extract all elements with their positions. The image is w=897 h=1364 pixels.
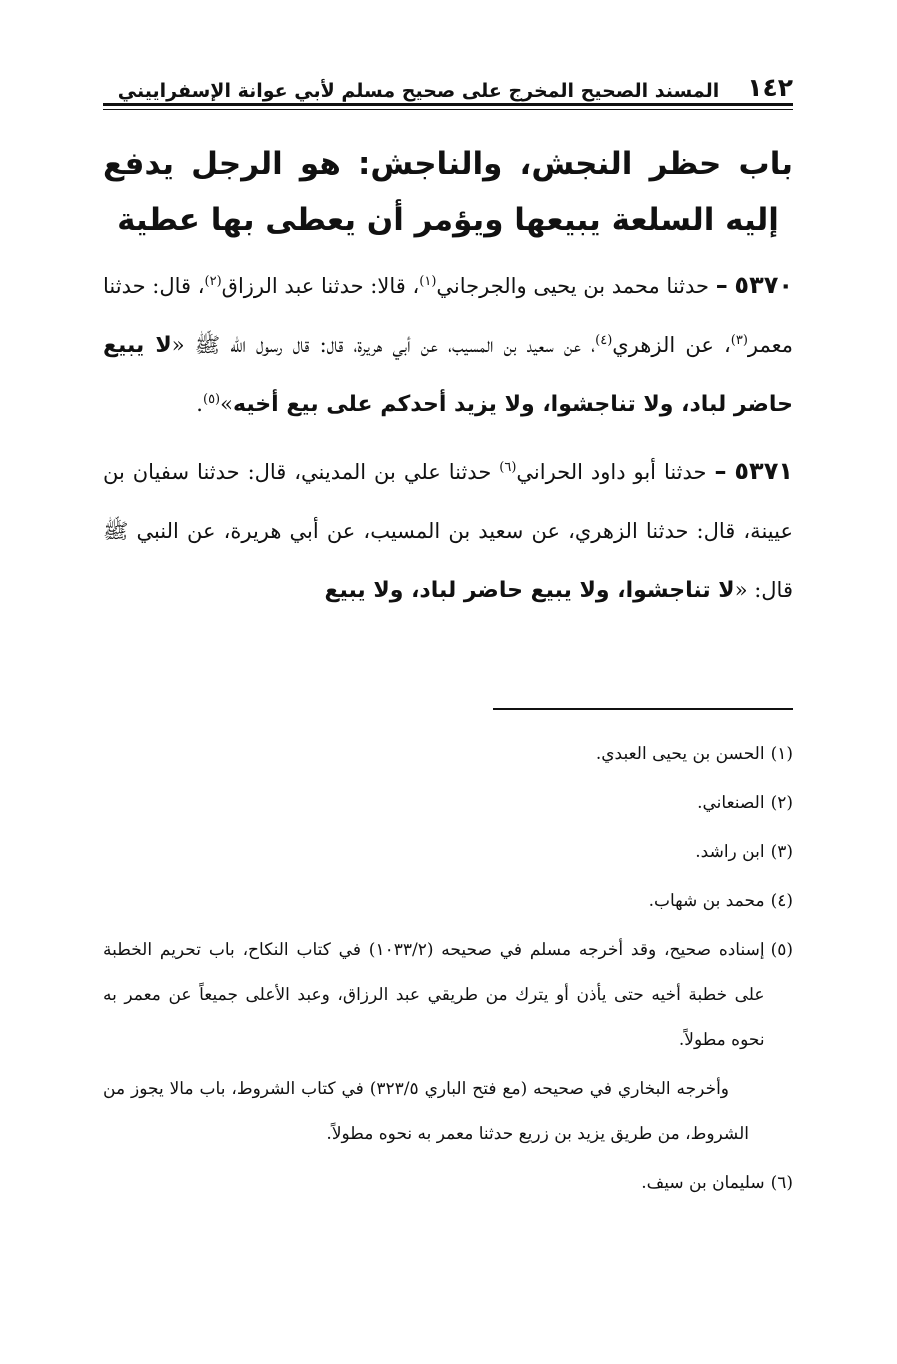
hadith-dash: – <box>714 457 727 485</box>
footnote-ref[interactable]: (٣) <box>730 333 748 348</box>
chapter-title: باب حظر النجش، والناجش: هو الرجل يدفع إليه السلعة يبيعها ويؤمر أن يعطى بها عطية <box>103 146 793 238</box>
isnad-text: حدثنا محمد بن يحيى والجرجاني <box>436 274 710 298</box>
header-rule-thick <box>103 103 793 106</box>
footnote-item <box>103 830 793 875</box>
isnad-text: ، عن الزهري <box>612 333 731 357</box>
quote-close: » <box>220 392 233 416</box>
footnote-item <box>103 879 793 924</box>
footnote-item <box>103 732 793 777</box>
isnad-text: حدثنا أبو داود الحراني <box>516 460 707 484</box>
footnote-item <box>103 928 793 1063</box>
main-text <box>103 256 793 628</box>
footnote-separator <box>493 708 793 710</box>
hadith-dash: – <box>715 271 728 299</box>
footnote-text: محمد بن شهاب. <box>648 891 765 911</box>
footnote-number: (٣) <box>770 842 793 862</box>
footnote-continuation: وأخرجه البخاري في صحيحه (مع فتح الباري ٣٢٣/٥) في كتاب الشروط، باب مالا يجوز من الشروط، من طريق يزيد بن زريع حدثنا معمر به نحوه مطولاً. <box>103 1079 749 1144</box>
hadith-number: ٥٣٧٠ <box>734 271 794 299</box>
header-rule-thin <box>103 109 793 110</box>
footnote-number: (٦) <box>770 1173 793 1193</box>
isnad-text: ، عن سعيد بن المسيب، عن أبي هريرة، قال: قال رسول الله ﷺ « <box>171 333 596 357</box>
footnote-text: سليمان بن سيف. <box>641 1173 765 1193</box>
isnad-text: حدثنا علي بن المديني، قال: حدثنا سفيان بن عيينة، قال: حدثنا الزهري، عن سعيد بن المسيب، عن أبي هريرة، عن النبي ﷺ قال: « <box>103 460 793 602</box>
footnote-ref[interactable]: (٢) <box>204 274 222 289</box>
footnote-text: الصنعاني. <box>697 793 765 813</box>
book-title: المسند الصحيح المخرج على صحيح مسلم لأبي عوانة الإسفراييني <box>117 80 720 102</box>
footnote-ref[interactable]: (١) <box>419 274 437 289</box>
footnote-item <box>103 781 793 826</box>
footnote-text: إسناده صحيح، وقد أخرجه مسلم في صحيحه (١٠٣٣/٢) في كتاب النكاح، باب تحريم الخطبة على خطبة أخيه حتى يأذن أو يترك من طريقي عبد الرزاق، وعبد الأعلى جميعاً عن معمر به نحوه مطولاً. <box>103 940 765 1050</box>
hadith-number: ٥٣٧١ <box>734 457 793 485</box>
page-number: ١٤٢ <box>747 73 793 102</box>
footnote-item <box>103 1161 793 1206</box>
footnote-text: ابن راشد. <box>695 842 765 862</box>
footnote-number: (١) <box>770 744 793 764</box>
footnote-number: (٤) <box>770 891 793 911</box>
hadith-5370 <box>103 256 793 434</box>
footnote-ref[interactable]: (٦) <box>499 460 517 475</box>
footnotes <box>103 732 793 1210</box>
isnad-text: ، قالا: حدثنا عبد الرزاق <box>221 274 420 298</box>
footnote-number: (٢) <box>770 793 793 813</box>
sentence-end: . <box>196 392 203 416</box>
running-header <box>103 64 793 102</box>
footnote-text: الحسن بن يحيى العبدي. <box>595 744 765 764</box>
footnote-ref[interactable]: (٤) <box>595 333 613 348</box>
footnote-number: (٥) <box>770 940 793 960</box>
hadith-matn: لا تناجشوا، ولا يبيع حاضر لباد، ولا يبيع <box>324 578 735 603</box>
isnad-text: ، قال: حدثنا معمر <box>103 274 793 357</box>
hadith-5371 <box>103 442 793 620</box>
hadith-matn: لا يبيع حاضر لباد، ولا تناجشوا، ولا يزيد أحدكم على بيع أخيه <box>103 333 793 417</box>
footnote-ref[interactable]: (٥) <box>202 392 221 407</box>
